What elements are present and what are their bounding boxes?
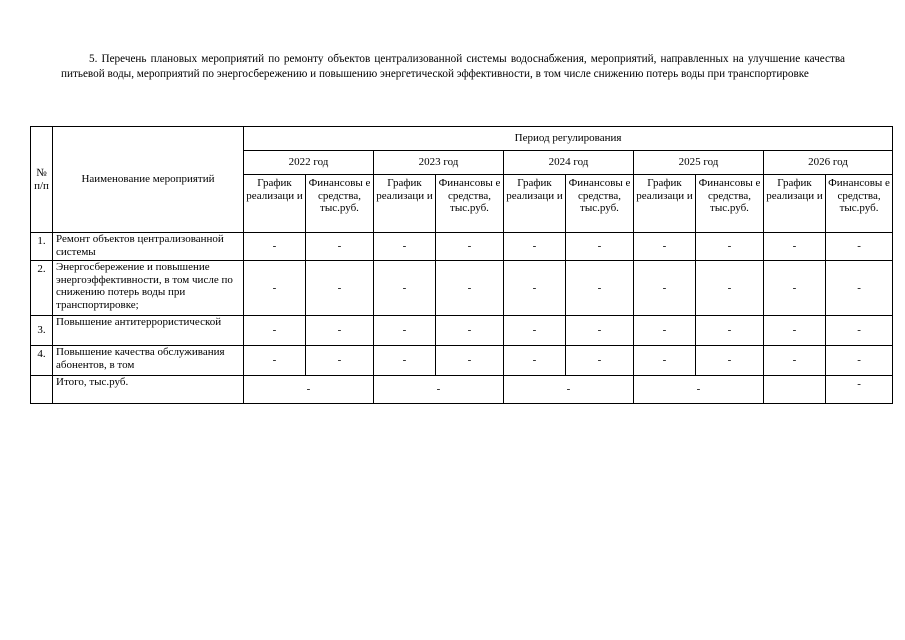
table-cell: - bbox=[826, 233, 893, 261]
row-number: 4. bbox=[31, 346, 53, 376]
year-header: 2024 год bbox=[504, 151, 634, 175]
table-cell: - bbox=[374, 233, 436, 261]
section-heading: 5. Перечень плановых мероприятий по ремонту объектов централизованной системы водоснабжения, мероприятий, направленных на улучшение качества питьевой воды, мероприятий по энергосбережению и повышению энергетической эффективности, в том числе снижению потерь воды при транспортировке bbox=[61, 53, 845, 80]
table-cell: - bbox=[244, 261, 306, 316]
sub-header-schedule: График реализаци и bbox=[634, 175, 696, 233]
table-cell: - bbox=[764, 261, 826, 316]
table-cell: - bbox=[696, 233, 764, 261]
table-cell: - bbox=[306, 316, 374, 346]
row-name-text: Повышение антитеррористической bbox=[56, 316, 222, 328]
sub-header-schedule: График реализаци и bbox=[764, 175, 826, 233]
table-cell: - bbox=[696, 346, 764, 376]
sub-header-schedule: График реализаци и bbox=[244, 175, 306, 233]
table-row bbox=[31, 261, 893, 316]
row-number: 3. bbox=[31, 316, 53, 346]
row-name bbox=[53, 316, 244, 346]
col-header-name: Наименование мероприятий bbox=[53, 127, 244, 233]
sub-header-finance: Финансовы е средства, тыс.руб. bbox=[826, 175, 893, 233]
table-cell: - bbox=[634, 316, 696, 346]
table-cell: - bbox=[826, 316, 893, 346]
year-header: 2026 год bbox=[764, 151, 893, 175]
row-name-text: Энергосбережение и повышение энергоэффективности, в том числе по снижению потерь воды при транспортировке; bbox=[56, 261, 233, 311]
table-cell: - bbox=[566, 316, 634, 346]
table-cell: - bbox=[696, 316, 764, 346]
table-cell: - bbox=[374, 346, 436, 376]
table-cell: - bbox=[374, 316, 436, 346]
sub-header-finance: Финансовы е средства, тыс.руб. bbox=[566, 175, 634, 233]
table-cell: - bbox=[244, 316, 306, 346]
col-header-period: Период регулирования bbox=[244, 127, 893, 151]
total-label: Итого, тыс.руб. bbox=[53, 376, 244, 404]
table-cell: - bbox=[504, 261, 566, 316]
sub-header-schedule: График реализаци и bbox=[504, 175, 566, 233]
table-cell: - bbox=[696, 261, 764, 316]
row-number bbox=[31, 376, 53, 404]
total-cell: - bbox=[244, 376, 374, 404]
table-cell: - bbox=[504, 346, 566, 376]
total-cell: - bbox=[634, 376, 764, 404]
year-header: 2022 год bbox=[244, 151, 374, 175]
row-name-text: Ремонт объектов централизованной системы bbox=[56, 233, 224, 258]
table-cell: - bbox=[634, 233, 696, 261]
table-cell: - bbox=[244, 346, 306, 376]
year-header: 2025 год bbox=[634, 151, 764, 175]
table-cell: - bbox=[826, 346, 893, 376]
total-cell bbox=[764, 376, 826, 404]
table-cell: - bbox=[504, 233, 566, 261]
total-row bbox=[31, 376, 893, 404]
total-cell: - bbox=[374, 376, 504, 404]
total-cell: - bbox=[826, 376, 893, 404]
measures-table bbox=[30, 126, 893, 404]
row-name bbox=[53, 261, 244, 316]
sub-header-finance: Финансовы е средства, тыс.руб. bbox=[696, 175, 764, 233]
table-cell: - bbox=[504, 316, 566, 346]
table-cell: - bbox=[244, 233, 306, 261]
table-cell: - bbox=[436, 233, 504, 261]
row-name bbox=[53, 233, 244, 261]
table-row bbox=[31, 346, 893, 376]
table-cell: - bbox=[634, 346, 696, 376]
table-cell: - bbox=[566, 261, 634, 316]
table-cell: - bbox=[826, 261, 893, 316]
row-name-text: Повышение качества обслуживания абонентов, в том bbox=[56, 346, 225, 371]
row-number: 2. bbox=[31, 261, 53, 316]
year-header: 2023 год bbox=[374, 151, 504, 175]
header-row-period bbox=[31, 127, 893, 151]
total-cell: - bbox=[504, 376, 634, 404]
table-cell: - bbox=[566, 233, 634, 261]
row-name bbox=[53, 346, 244, 376]
table-cell: - bbox=[306, 233, 374, 261]
table-cell: - bbox=[436, 261, 504, 316]
table-cell: - bbox=[764, 346, 826, 376]
table-cell: - bbox=[634, 261, 696, 316]
table-row bbox=[31, 316, 893, 346]
table-cell: - bbox=[306, 346, 374, 376]
col-header-number: № п/п bbox=[31, 127, 53, 233]
table-cell: - bbox=[436, 316, 504, 346]
table-row bbox=[31, 233, 893, 261]
table-cell: - bbox=[306, 261, 374, 316]
table-cell: - bbox=[436, 346, 504, 376]
table-cell: - bbox=[764, 316, 826, 346]
sub-header-schedule: График реализаци и bbox=[374, 175, 436, 233]
row-number: 1. bbox=[31, 233, 53, 261]
table-cell: - bbox=[374, 261, 436, 316]
table-cell: - bbox=[764, 233, 826, 261]
table-cell: - bbox=[566, 346, 634, 376]
sub-header-finance: Финансовы е средства, тыс.руб. bbox=[306, 175, 374, 233]
sub-header-finance: Финансовы е средства, тыс.руб. bbox=[436, 175, 504, 233]
